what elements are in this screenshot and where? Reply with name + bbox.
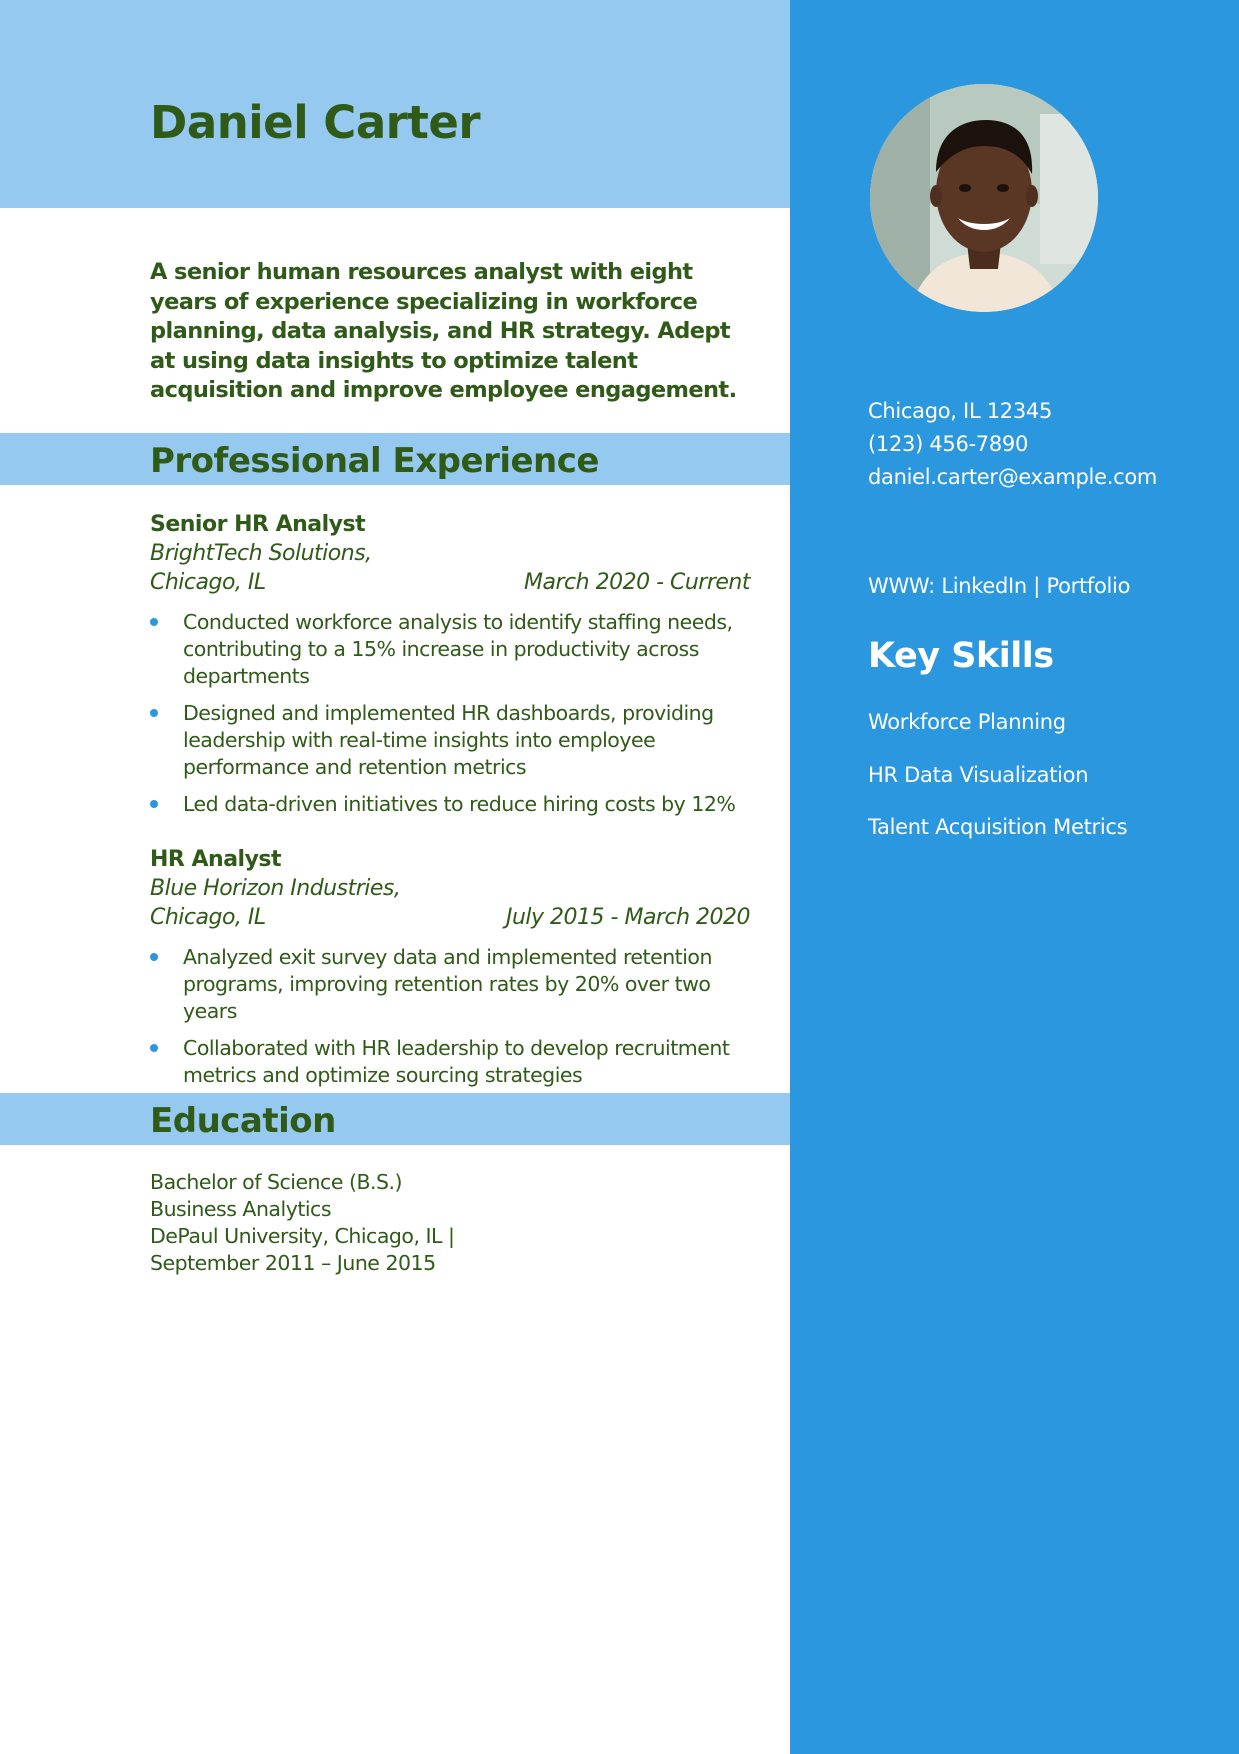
job-title: Senior HR Analyst: [150, 512, 366, 537]
education-school: DePaul University, Chicago, IL |: [150, 1224, 455, 1248]
skills-heading: Key Skills: [868, 636, 1054, 676]
skills-list: [868, 705, 1127, 863]
education-section-header: [0, 1093, 790, 1145]
candidate-name: Daniel Carter: [150, 96, 481, 149]
job-bullets: [150, 944, 750, 1089]
job-location-dates: [150, 568, 750, 597]
job-dates: March 2020 - Current: [524, 570, 750, 595]
job-company: Blue Horizon Industries,: [150, 876, 401, 901]
job-bullet: Conducted workforce analysis to identify staffing needs, contributing to a 15% increase in productivity across departments: [150, 609, 750, 690]
contact-email[interactable]: daniel.carter@example.com: [868, 465, 1158, 489]
contact-info: [868, 395, 1157, 494]
job-location: Chicago, IL: [150, 570, 266, 595]
education-dates: September 2011 – June 2015: [150, 1251, 436, 1275]
skill-item: HR Data Visualization: [868, 762, 1089, 787]
education-degree: Bachelor of Science (B.S.): [150, 1170, 403, 1194]
bullet-icon: [150, 1044, 158, 1052]
job-dates: July 2015 - March 2020: [506, 905, 750, 930]
person-avatar-icon: [870, 84, 1098, 312]
job-entry: [150, 845, 750, 1099]
contact-phone: (123) 456-7890: [868, 432, 1029, 456]
profile-summary: A senior human resources analyst with eight years of experience specializing in workforce planning, data analysis, and HR strategy. Adept at using data insights to optimize talent acquisition and improve employee engagement.: [150, 259, 737, 403]
name-banner: [0, 0, 790, 208]
job-bullet: Led data-driven initiatives to reduce hiring costs by 12%: [150, 791, 750, 818]
skill-item: Workforce Planning: [868, 710, 1066, 734]
job-bullet: Designed and implemented HR dashboards, providing leadership with real-time insights into employee performance and retention metrics: [150, 700, 750, 781]
job-bullet: Analyzed exit survey data and implemented retention programs, improving retention rates by 20% over two years: [150, 944, 750, 1025]
job-location: Chicago, IL: [150, 905, 266, 930]
job-entry: [150, 510, 750, 828]
education-field: Business Analytics: [150, 1197, 332, 1221]
skill-item: Talent Acquisition Metrics: [868, 815, 1128, 839]
education-entry: [150, 1169, 454, 1277]
experience-section-header: [0, 433, 790, 485]
bullet-icon: [150, 618, 158, 626]
education-heading: Education: [150, 1101, 336, 1141]
experience-heading: Professional Experience: [150, 441, 599, 481]
bullet-icon: [150, 953, 158, 961]
bullet-icon: [150, 709, 158, 717]
job-title: HR Analyst: [150, 847, 282, 872]
job-bullet: Collaborated with HR leadership to develop recruitment metrics and optimize sourcing strategies: [150, 1035, 750, 1089]
bullet-icon: [150, 800, 158, 808]
job-bullets: [150, 609, 750, 818]
contact-address: Chicago, IL 12345: [868, 399, 1053, 423]
web-links[interactable]: WWW: LinkedIn | Portfolio: [868, 574, 1131, 598]
job-location-dates: [150, 903, 750, 932]
profile-photo: [870, 84, 1098, 312]
job-company: BrightTech Solutions,: [150, 541, 372, 566]
